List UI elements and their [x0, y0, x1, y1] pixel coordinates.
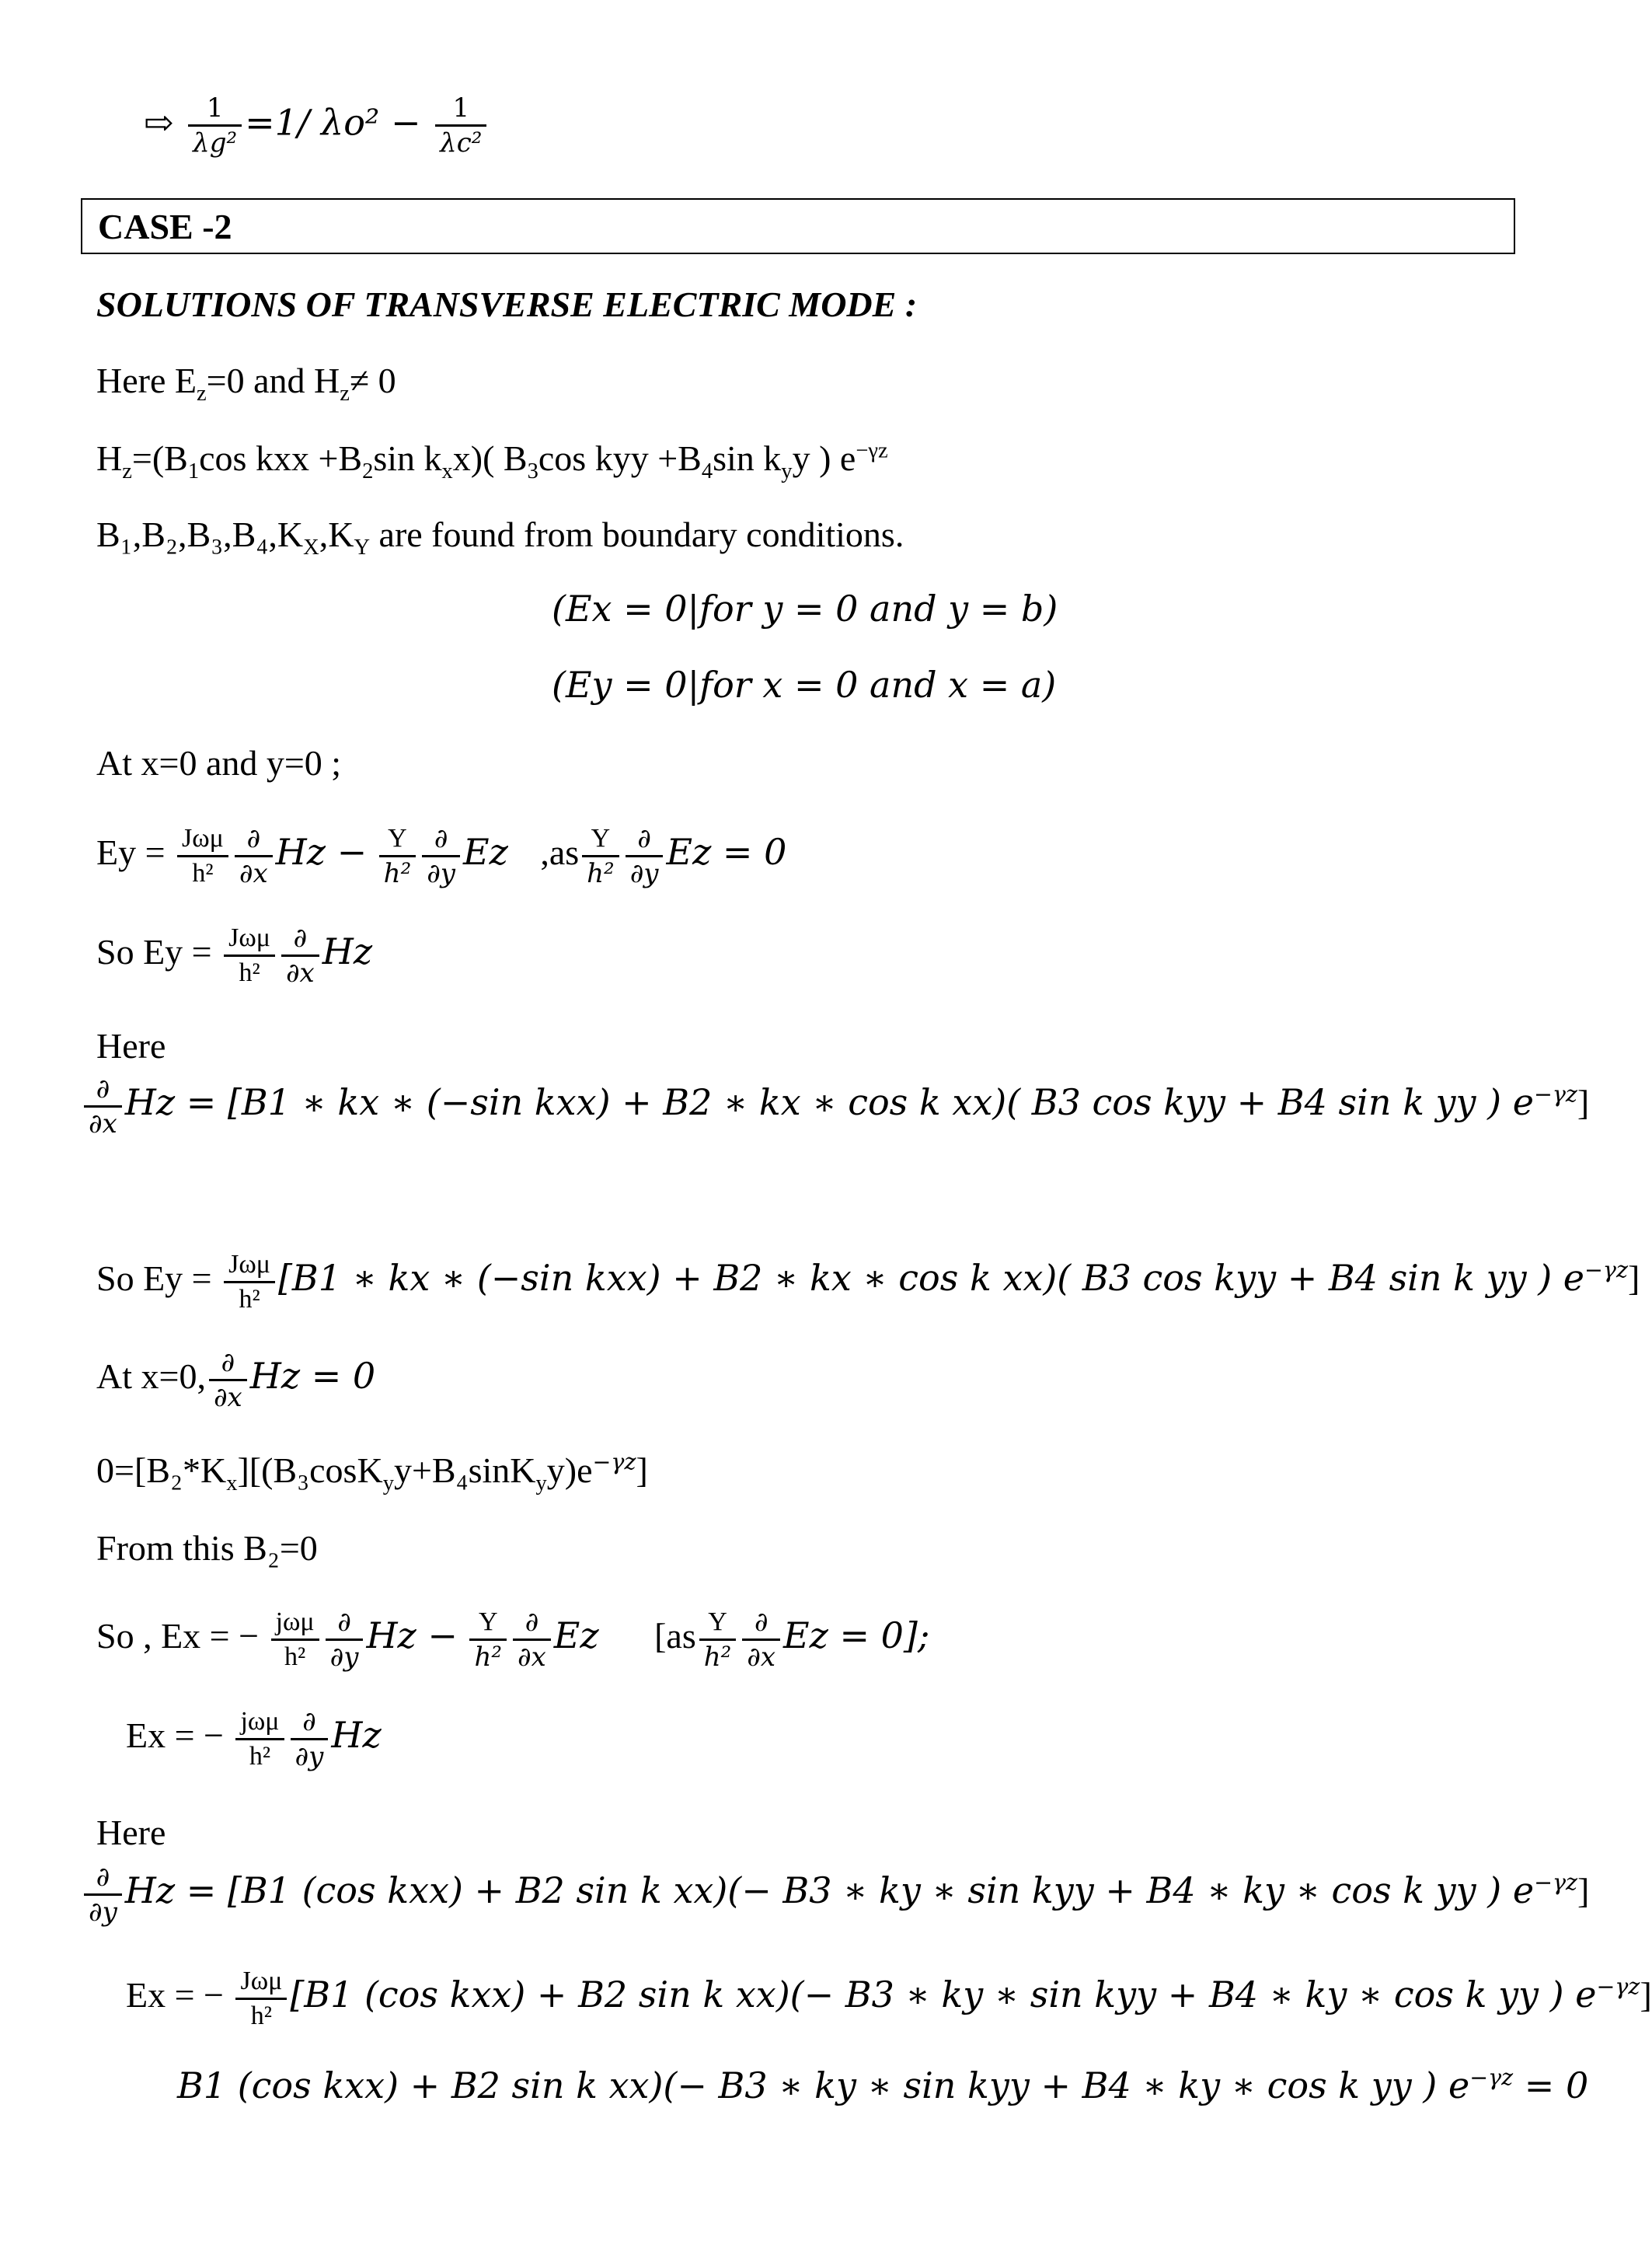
so-ey-expanded: So Ey = $\frac{\text{Jωμ}}{\text{h²}}$ [B1 ∗ kx ∗ (−sin kxx) + B2 ∗ kx ∗ cos k xx)( B3 cos kyy + B4 sin k yy ) $e^{-\gamma z}$] — [96, 1250, 1640, 1314]
so-ex-equation: So , Ex = − $\frac{\text{jωμ}}{\text{h²}}$ $\frac{\partial}{\partial y}$ Hz − $\frac{\Upsilon}{\text{h²}}$ $\frac{\partial}{\partial x}$ Ez [as $\frac{\Upsilon}{\text{h²}}$ $\frac{\partial}{\partial x}$ Ez = 0]; — [96, 1607, 930, 1673]
fraction: $\frac{1}{\text{λc²}}$ — [435, 95, 486, 156]
ex-equation: Ex = − $\frac{\text{jωμ}}{\text{h²}}$ $\frac{\partial}{\partial y}$ Hz — [126, 1706, 382, 1772]
ex-expanded: Ex = − $\frac{\text{Jωμ}}{\text{h²}}$ [B1 (cos kxx) + B2 sin k xx)(− B3 ∗ ky ∗ sin kyy + B4 ∗ ky ∗ cos k yy ) $e^{-\gamma z}$] — [126, 1967, 1652, 2030]
zero-equation: $0=[B_2*K_x][(B_3\cos K_yy+B_4\sin K_yy)e^{-\gamma z}]$ — [96, 1449, 648, 1496]
arrow-icon: ⇨ — [144, 101, 174, 144]
here-label-2: Here — [96, 1813, 166, 1852]
boundary-text: $B_1,B_2,B_3,B_4,K_X,K_Y$ are found from boundary conditions. — [96, 515, 904, 560]
te-condition: Here $E_z=0$ and $H_z\ne 0$ — [96, 361, 396, 407]
case-label: CASE -2 — [98, 207, 232, 246]
hz-equation: $H_z=(B_1\cos$ kxx $+B_2\sin$ $k_xx$)( $B_3\cos$ kyy $+B_4\sin$ $k_yy$ ) $e^{-\gamma z}$ — [96, 438, 888, 484]
fraction: $\frac{1}{\text{λg²}}$ — [188, 95, 242, 156]
section-heading: SOLUTIONS OF TRANSVERSE ELECTRIC MODE : — [96, 284, 918, 324]
dhz-dx-equation: $\frac{\partial}{\partial x}$ Hz = [B1 ∗ kx ∗ (−sin kxx) + B2 ∗ kx ∗ cos k xx)( B3 cos kyy + B4 sin k yy ) $e^{-\gamma z}$] — [81, 1076, 1589, 1137]
equation-lambda-g: ⇨ $\frac{1}{\text{λg²}}$ =1/ λo² − $\frac{1}{\text{λc²}}$ — [144, 95, 490, 156]
from-this: From this B₂=0 — [96, 1528, 318, 1568]
dhz-dy-equation: $\frac{\partial}{\partial y}$ Hz = [B1 (cos kxx) + B2 sin k xx)(− B3 ∗ ky ∗ sin kyy + B4 ∗ ky ∗ cos k yy ) $e^{-\gamma z}$] — [81, 1864, 1589, 1925]
case-box — [81, 198, 1515, 254]
ey-equation: Ey = $\frac{\text{Jωμ}}{\text{h²}}$ $\frac{\partial}{\partial x}$ Hz − $\frac{\Upsilon}{\text{h²}}$ $\frac{\partial}{\partial y}$ Ez ,as $\frac{\Upsilon}{\text{h²}}$ $\frac{\partial}{\partial y}$ Ez = 0 — [96, 823, 787, 889]
condition-2: (Ey = 0|for x = 0 and x = a) — [552, 664, 1057, 706]
condition-1: (Ex = 0|for y = 0 and y = b) — [552, 588, 1058, 630]
at-x0-equation: At x=0, $\frac{\partial}{\partial x}$ Hz = 0 — [96, 1347, 376, 1413]
so-ey-equation: So Ey = $\frac{\text{Jωμ}}{\text{h²}}$ $\frac{\partial}{\partial x}$ Hz — [96, 923, 373, 989]
here-label: Here — [96, 1026, 166, 1066]
at-x0-y0: At x=0 and y=0 ; — [96, 743, 342, 783]
final-equation: B1 (cos kxx) + B2 sin k xx)(− B3 ∗ ky ∗ sin kyy + B4 ∗ ky ∗ cos k yy ) $e^{-\gamma z} = 0$ — [177, 2064, 1589, 2106]
